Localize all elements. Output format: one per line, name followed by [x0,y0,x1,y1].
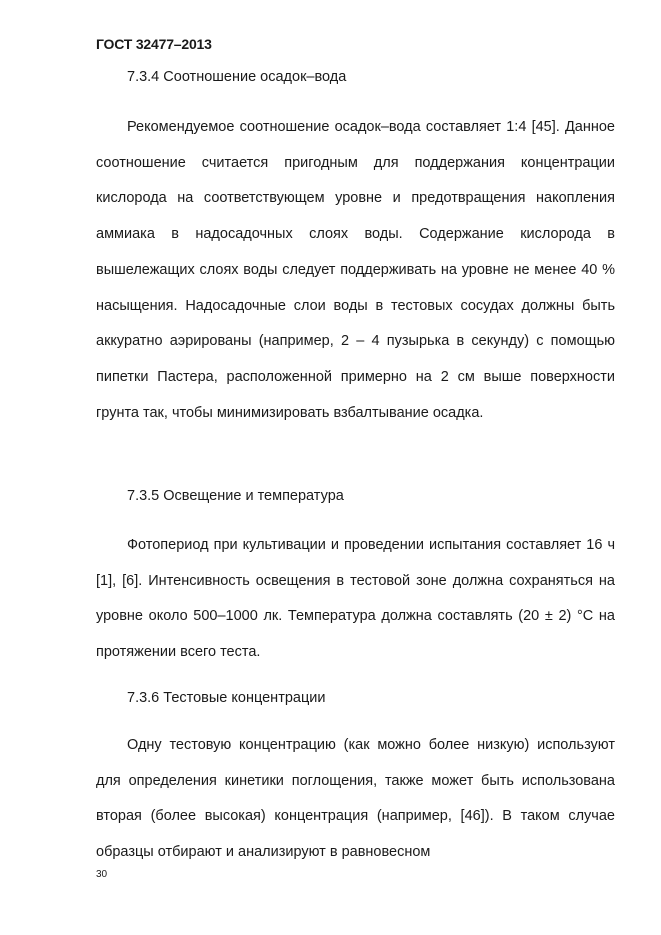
section-heading-7-3-6: 7.3.6 Тестовые концентрации [127,690,326,706]
section-heading-7-3-4: 7.3.4 Соотношение осадок–вода [127,69,347,85]
section-paragraph-7-3-4: Рекомендуемое соотношение осадок–вода составляет 1:4 [45]. Данное соотношение считается пригодным для поддержания концентрации кислорода на соответствующем уровне и предотвращения накопления аммиака в надосадочных слоях воды. Содержание кислорода в вышележащих слоях воды следует поддерживать на уровне не менее 40 % насыщения. Надосадочные слои воды в тестовых сосудах должны быть аккуратно аэрированы (например, 2 – 4 пузырька в секунду) с помощью пипетки Пастера, расположенной примерно на 2 см выше поверхности грунта так, чтобы минимизировать взбалтывание осадка. [96,119,615,421]
page-number: 30 [96,869,108,880]
section-heading-7-3-5: 7.3.5 Освещение и температура [127,488,344,504]
document-header: ГОСТ 32477–2013 [96,36,212,52]
section-paragraph-7-3-5: Фотопериод при культивации и проведении испытания составляет 16 ч [1], [6]. Интенсивность освещения в тестовой зоне должна сохраняться на уровне около 500–1000 лк. Температура должна составлять (20 ± 2) °С на протяжении всего теста. [96,537,615,661]
section-paragraph-7-3-6: Одну тестовую концентрацию (как можно более низкую) используют для определения кинетики поглощения, также может быть использована вторая (более высокая) концентрация (например, [46]). В таком случае образцы отбирают и анализируют в равновесном [96,737,615,861]
